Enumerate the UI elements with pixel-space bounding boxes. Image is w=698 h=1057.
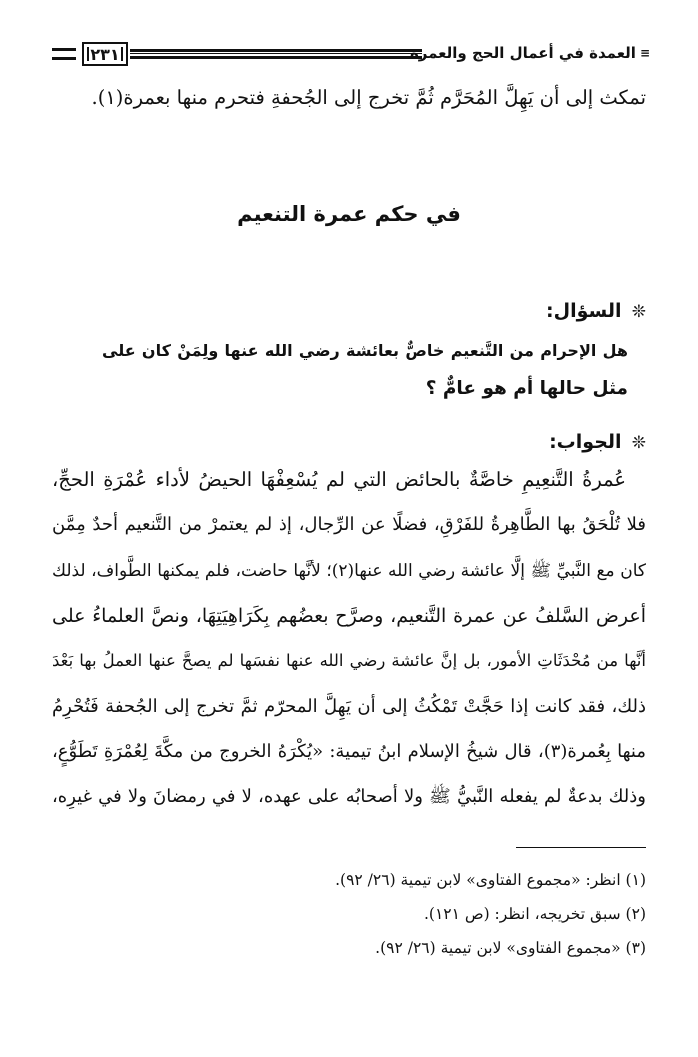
header-rule bbox=[130, 49, 422, 59]
question-line: هل الإحرام من التَّنعيم خاصٌّ بعائشة رضي الله عنها ولِمَنْ كان على bbox=[102, 341, 628, 360]
question-label: السؤال: bbox=[546, 300, 622, 322]
answer-line: أعرض السَّلفُ عن عمرة التَّنعيم، وصرَّح بعضُهم بِكَرَاهِيَتِهَا، ونصَّ العلماءُ على bbox=[52, 605, 646, 627]
answer-line: أنَّها من مُحْدَثَاتِ الأمور، بل إنَّ عائشة رضي الله عنها نفسَها لم يصحَّ عنها العملُ بها بَعْدَ bbox=[52, 651, 646, 670]
header-title-group bbox=[410, 44, 650, 62]
answer-label: الجواب: bbox=[549, 431, 622, 453]
answer-line: عُمرةُ التَّنعِيمِ خاصَّةٌ بالحائض التي لم يُسْعِفْهَا الحيضُ لأداء عُمْرَةِ الحجِّ، bbox=[52, 468, 626, 491]
book-title: العمدة في أعمال الحج والعمرة bbox=[409, 44, 636, 62]
footnote: (٢) سبق تخريجه، انظر: (ص ١٢١). bbox=[423, 905, 646, 923]
question-line: مثل حالها أم هو عامٌّ ؟ bbox=[425, 378, 628, 399]
answer-line: ذلك، فقد كانت إذا حَجَّتْ تَمْكُثُ إلى أن يَهِلَّ المحرّم ثمَّ تخرج إلى الجُحفة فَتُحْرِمُ bbox=[52, 696, 646, 717]
question-heading bbox=[52, 296, 646, 327]
answer-line: فلا تُلْحَقُ بها الطَّاهِرةُ للفَرْقِ، فضلًا عن الرِّجال، إذ لم يعتمرْ من التَّنعيم أحدٌ مِمَّن bbox=[52, 514, 646, 535]
section-title: في حكم عمرة التنعيم bbox=[237, 202, 461, 226]
answer-line: منها بِعُمرة(٣)، قال شيخُ الإسلام ابنُ تيمية: «يُكْرَهُ الخروج من مكَّةَ لِعُمْرَةِ تَطَوُّعٍ، bbox=[52, 741, 647, 762]
continuation-line: تمكث إلى أن يَهِلَّ المُحَرَّم ثُمَّ تخرج إلى الجُحفةِ فتحرم منها بعمرة(١). bbox=[91, 86, 646, 109]
answer-heading bbox=[52, 427, 646, 458]
page-number: ٢٣١ bbox=[82, 42, 128, 66]
star-icon: ❊ bbox=[631, 433, 646, 453]
footnote: (١) انظر: «مجموع الفتاوى» لابن تيمية (٢٦/ ٩٢). bbox=[335, 871, 646, 889]
footnote-divider bbox=[516, 847, 646, 848]
answer-line: كان مع النَّبيِّ ﷺ إلَّا عائشة رضي الله عنها(٢)؛ لأنَّها حاضت، فلم يمكنها الطَّواف، لذلك bbox=[52, 561, 646, 581]
footnote: (٣) «مجموع الفتاوى» لابن تيمية (٢٦/ ٩٢). bbox=[375, 939, 646, 957]
header-bars-icon: ≡ bbox=[639, 46, 650, 60]
star-icon: ❊ bbox=[631, 302, 646, 322]
header-end-bars bbox=[52, 48, 76, 60]
running-header bbox=[52, 40, 650, 70]
answer-line: وذلك بدعةٌ لم يفعله النَّبيُّ ﷺ ولا أصحابُه على عهده، لا في رمضانَ ولا في غيرِه، bbox=[52, 786, 646, 807]
